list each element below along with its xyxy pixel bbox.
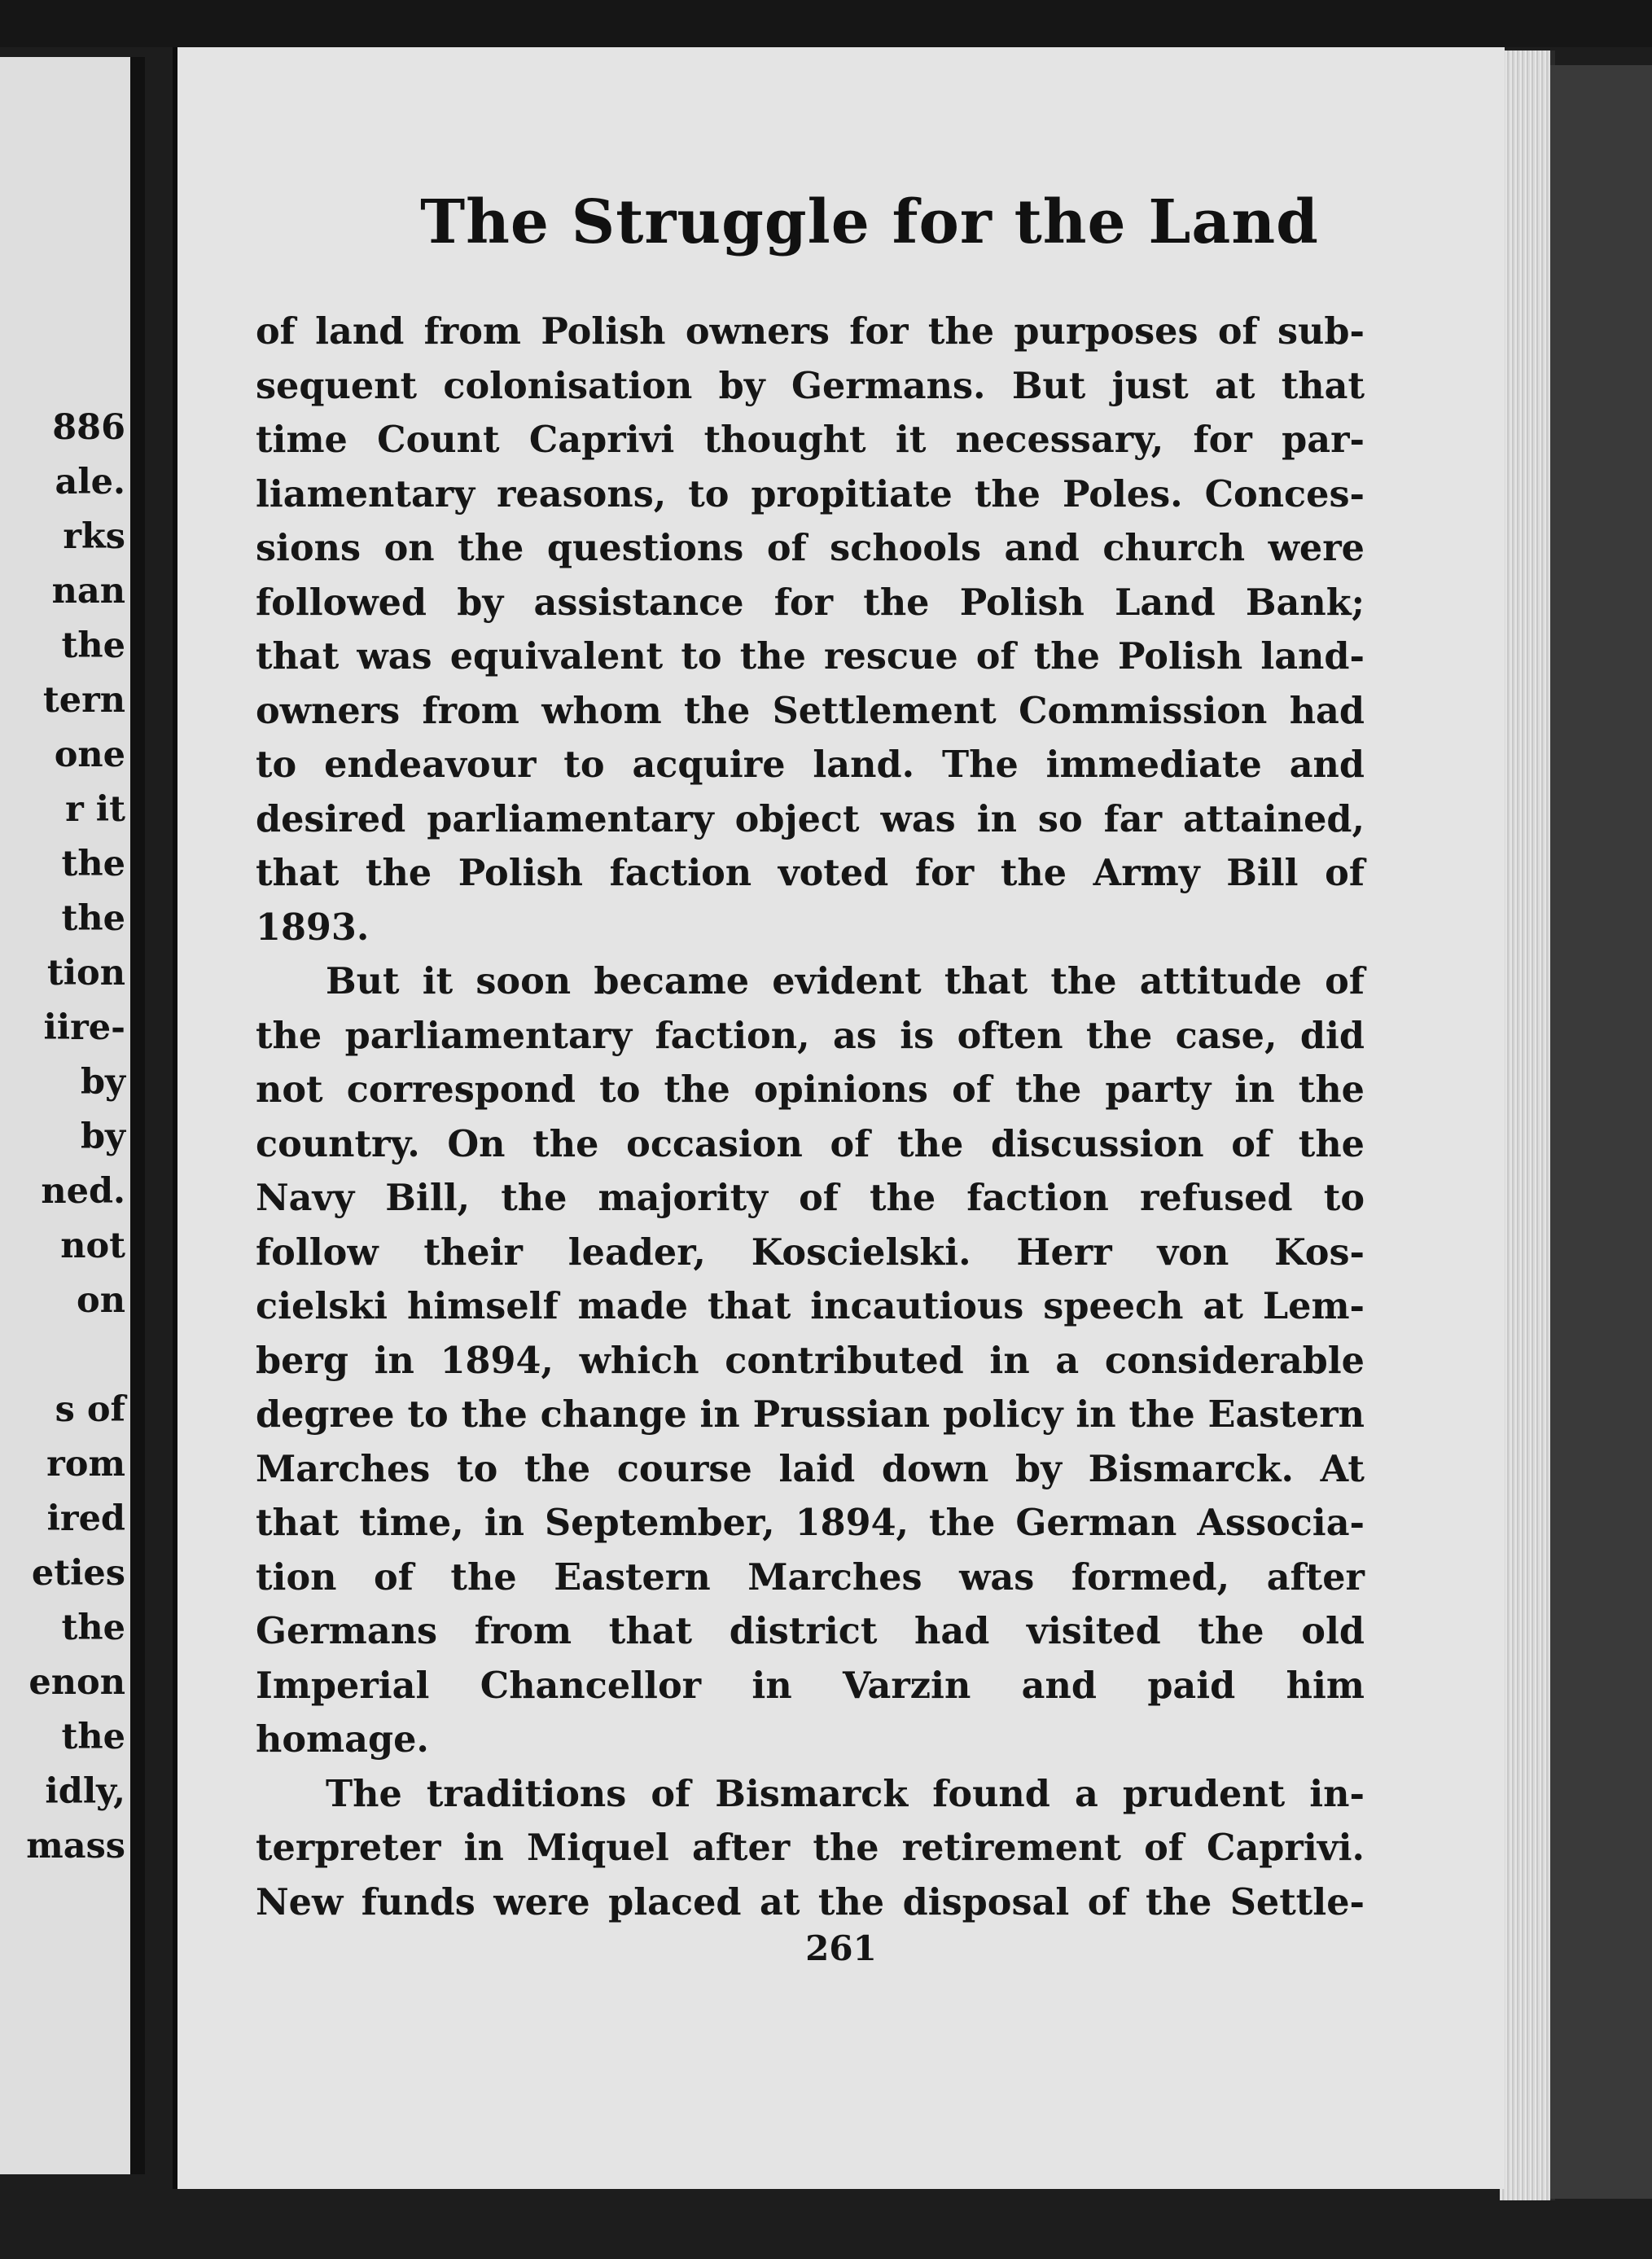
text-line: that time, in September, 1894, the German Associa-: [256, 1502, 1365, 1544]
text-line: to endeavour to acquire land. The immediate and: [256, 743, 1365, 786]
facing-page-fragment: the: [61, 625, 125, 666]
facing-page-fragment: one: [54, 735, 125, 775]
text-line: tion of the Eastern Marches was formed, after: [256, 1555, 1365, 1599]
facing-page-fragment: eties: [31, 1553, 125, 1594]
facing-page-fragment: by: [80, 1062, 125, 1103]
text-line: followed by assistance for the Polish Land Bank;: [256, 581, 1365, 624]
text-line: Navy Bill, the majority of the faction refused to: [256, 1177, 1365, 1219]
facing-page-fragment: the: [61, 898, 125, 939]
text-line: of land from Polish owners for the purposes of sub-: [256, 310, 1365, 353]
text-line: the parliamentary faction, as is often the case, did: [256, 1014, 1365, 1057]
facing-page-fragment: s of: [55, 1389, 125, 1430]
facing-page-fragment: idly,: [45, 1771, 125, 1812]
facing-page-fragment: tern: [42, 680, 125, 721]
text-line: New funds were placed at the disposal of the Settle-: [256, 1880, 1365, 1923]
text-line: But it soon became evident that the attitude of: [326, 960, 1365, 1002]
facing-page-fragment: by: [80, 1116, 125, 1157]
facing-page-fragment: ned.: [41, 1171, 125, 1212]
text-line: berg in 1894, which contributed in a considerable: [256, 1339, 1365, 1382]
facing-page-fragment: on: [77, 1280, 125, 1321]
body-text: [256, 305, 1365, 1929]
facing-page-fragment: r it: [65, 789, 125, 830]
text-line: cielski himself made that incautious speech at Lem-: [256, 1285, 1365, 1327]
text-line: sequent colonisation by Germans. But just at that: [256, 364, 1365, 407]
text-line: time Count Caprivi thought it necessary, for par-: [256, 419, 1365, 461]
facing-page-left: [0, 57, 145, 2174]
page-number: 261: [805, 1928, 877, 1968]
text-line: Germans from that district had visited the old: [256, 1610, 1365, 1652]
text-line: terpreter in Miquel after the retirement of Caprivi.: [256, 1827, 1365, 1869]
facing-page-fragment: mass: [26, 1826, 125, 1866]
binding-shadow: [1550, 65, 1652, 2199]
facing-page-fragment: the: [61, 1717, 125, 1757]
text-line: that the Polish faction voted for the Army Bill of: [256, 852, 1365, 894]
text-line: The traditions of Bismarck found a prudent in-: [326, 1772, 1365, 1815]
facing-page-fragment: ired: [46, 1498, 125, 1539]
page-title: The Struggle for the Land: [420, 187, 1319, 257]
page-edges: [1500, 50, 1555, 2200]
facing-page-fragment: 886: [52, 407, 125, 448]
facing-page-fragment: the: [61, 1608, 125, 1648]
text-line: 1893.: [256, 906, 370, 949]
facing-page-fragment: not: [60, 1226, 125, 1266]
text-line: desired parliamentary object was in so far attained,: [256, 797, 1365, 840]
text-line: degree to the change in Prussian policy in the Eastern: [256, 1393, 1365, 1436]
text-line: sions on the questions of schools and church were: [256, 527, 1365, 569]
facing-page-fragment: rom: [46, 1444, 125, 1485]
text-line: liamentary reasons, to propitiate the Poles. Conces-: [256, 472, 1365, 515]
text-line: not correspond to the opinions of the party in the: [256, 1068, 1365, 1111]
facing-page-fragment: ale.: [55, 462, 125, 502]
scanner-border-top: [0, 0, 1652, 47]
text-line: homage.: [256, 1718, 429, 1761]
text-line: Imperial Chancellor in Varzin and paid him: [256, 1664, 1365, 1707]
facing-page-fragment: tion: [46, 953, 125, 994]
facing-page-fragment: iire-: [43, 1007, 125, 1048]
text-line: Marches to the course laid down by Bismarck. At: [256, 1447, 1365, 1490]
text-line: follow their leader, Koscielski. Herr von Kos-: [256, 1230, 1365, 1274]
text-line: that was equivalent to the rescue of the Polish land-: [256, 635, 1365, 678]
facing-page-fragment: enon: [28, 1662, 125, 1703]
text-line: owners from whom the Settlement Commission had: [256, 689, 1365, 732]
book-page: [173, 47, 1505, 2189]
facing-page-fragment: the: [61, 844, 125, 884]
facing-page-fragment: nan: [51, 571, 125, 612]
text-line: country. On the occasion of the discussion of the: [256, 1122, 1365, 1165]
facing-page-fragment: rks: [63, 516, 125, 557]
